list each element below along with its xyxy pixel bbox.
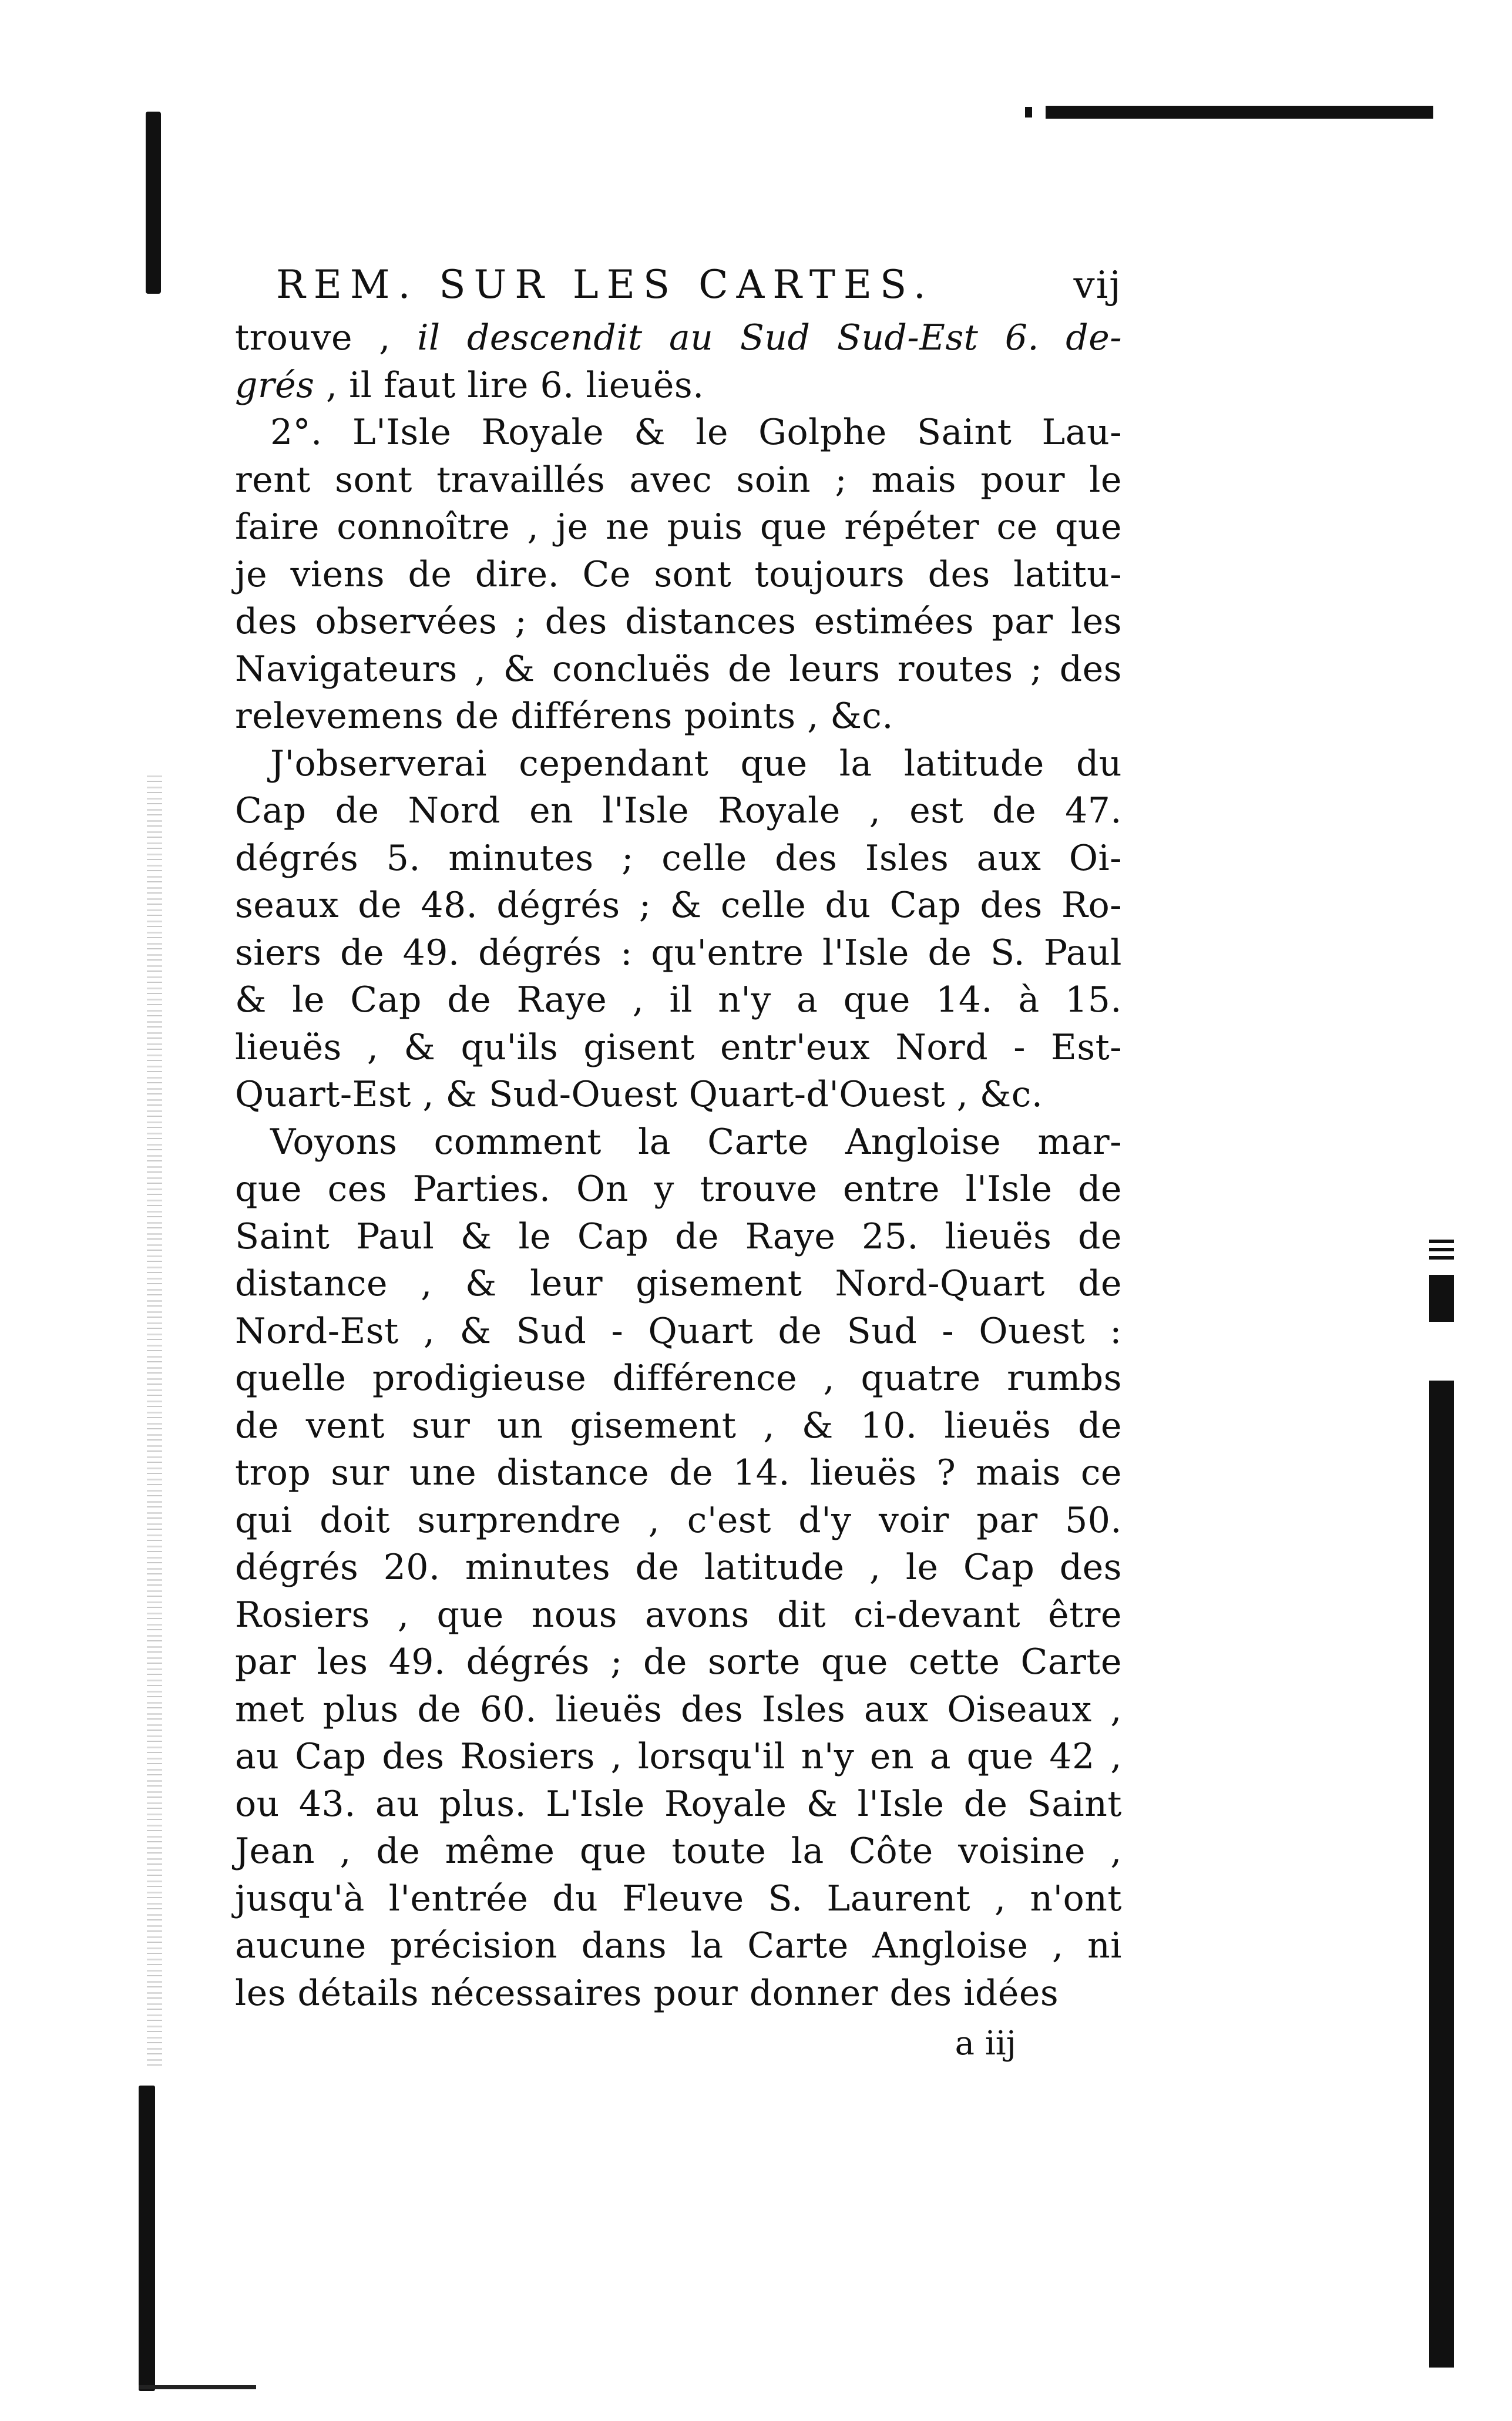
text-line: faire connoître , je ne puis que répéter ce que — [235, 506, 1122, 548]
text-line: trop sur une distance de 14. lieuës ? mais ce — [235, 1452, 1122, 1493]
text-line: je viens de dire. Ce sont toujours des latitu- — [235, 553, 1122, 595]
text-line: Quart-Est , & Sud-Ouest Quart-d'Ouest , &c. — [235, 1074, 1043, 1115]
italic-text: grés — [235, 364, 315, 406]
text-line: 2°. L'Isle Royale & le Golphe Saint Lau- — [270, 412, 1122, 453]
text-line: aucune précision dans la Carte Angloise , ni — [235, 1925, 1122, 1966]
text-line: dégrés 5. minutes ; celle des Isles aux Oi- — [235, 837, 1122, 879]
page-edge-mark — [1025, 107, 1032, 117]
text-line: au Cap des Rosiers , lorsqu'il n'y en a que 42 , — [235, 1736, 1122, 1777]
text-line: & le Cap de Raye , il n'y a que 14. à 15. — [235, 979, 1122, 1020]
running-head-title: REM. SUR LES CARTES. — [276, 262, 934, 307]
text-line: par les 49. dégrés ; de sorte que cette Carte — [235, 1641, 1122, 1683]
text-line: des observées ; des distances estimées par les — [235, 601, 1122, 642]
page-edge-foot — [139, 2385, 256, 2389]
text-line: distance , & leur gisement Nord-Quart de — [235, 1263, 1122, 1304]
text-line: que ces Parties. On y trouve entre l'Isle de — [235, 1168, 1122, 1210]
text-line: siers de 49. dégrés : qu'entre l'Isle de S. Paul — [235, 932, 1122, 973]
text-line: met plus de 60. lieuës des Isles aux Oiseaux , — [235, 1688, 1122, 1730]
text-line: dégrés 20. minutes de latitude , le Cap des — [235, 1547, 1122, 1588]
body-text — [235, 314, 1122, 2017]
text-line: Navigateurs , & concluës de leurs routes ; des — [235, 648, 1122, 690]
page-number: vij — [1073, 264, 1122, 307]
text-line: de vent sur un gisement , & 10. lieuës de — [235, 1405, 1122, 1446]
text-line: J'observerai cependant que la latitude du — [270, 743, 1122, 784]
text-line: Rosiers , que nous avons dit ci-devant être — [235, 1594, 1122, 1636]
text-line: ou 43. au plus. L'Isle Royale & l'Isle de Saint — [235, 1783, 1122, 1825]
neighbour-page-ticks — [1429, 1240, 1454, 1263]
text-line: grés , il faut lire 6. lieuës. — [235, 364, 704, 406]
binding-shadow-bottom — [139, 2086, 155, 2391]
italic-text: il descendit au Sud Sud-Est 6. de- — [417, 317, 1122, 358]
text-line: rent sont travaillés avec soin ; mais pour le — [235, 459, 1122, 501]
text-line: relevemens de différens points , &c. — [235, 696, 893, 737]
binding-speckle — [147, 775, 162, 2068]
text-line: les détails nécessaires pour donner des idées — [235, 1972, 1059, 2014]
text-line: trouve , il descendit au Sud Sud-Est 6. de- — [235, 317, 1122, 358]
neighbour-page-edge-mid — [1429, 1275, 1454, 1322]
binding-shadow-top — [146, 112, 161, 294]
neighbour-page-edge-top — [1046, 106, 1433, 119]
text-line: jusqu'à l'entrée du Fleuve S. Laurent , n'ont — [235, 1878, 1122, 1919]
text-block — [235, 258, 1122, 2067]
text-line: seaux de 48. dégrés ; & celle du Cap des Ro- — [235, 885, 1122, 926]
text-line: Cap de Nord en l'Isle Royale , est de 47. — [235, 790, 1122, 831]
catchword: a iij — [955, 2024, 1016, 2063]
text-line: qui doit surprendre , c'est d'y voir par 50. — [235, 1499, 1122, 1541]
running-head — [276, 258, 1122, 312]
text-line: Saint Paul & le Cap de Raye 25. lieuës de — [235, 1215, 1122, 1257]
text-line: Nord-Est , & Sud - Quart de Sud - Ouest : — [235, 1310, 1122, 1352]
text-line: quelle prodigieuse différence , quatre rumbs — [235, 1358, 1122, 1399]
text-line: Jean , de même que toute la Côte voisine , — [235, 1831, 1122, 1872]
text-line: lieuës , & qu'ils gisent entr'eux Nord - Est- — [235, 1026, 1122, 1068]
text-line: Voyons comment la Carte Angloise mar- — [270, 1121, 1122, 1163]
neighbour-page-edge-right — [1429, 1381, 1454, 2368]
